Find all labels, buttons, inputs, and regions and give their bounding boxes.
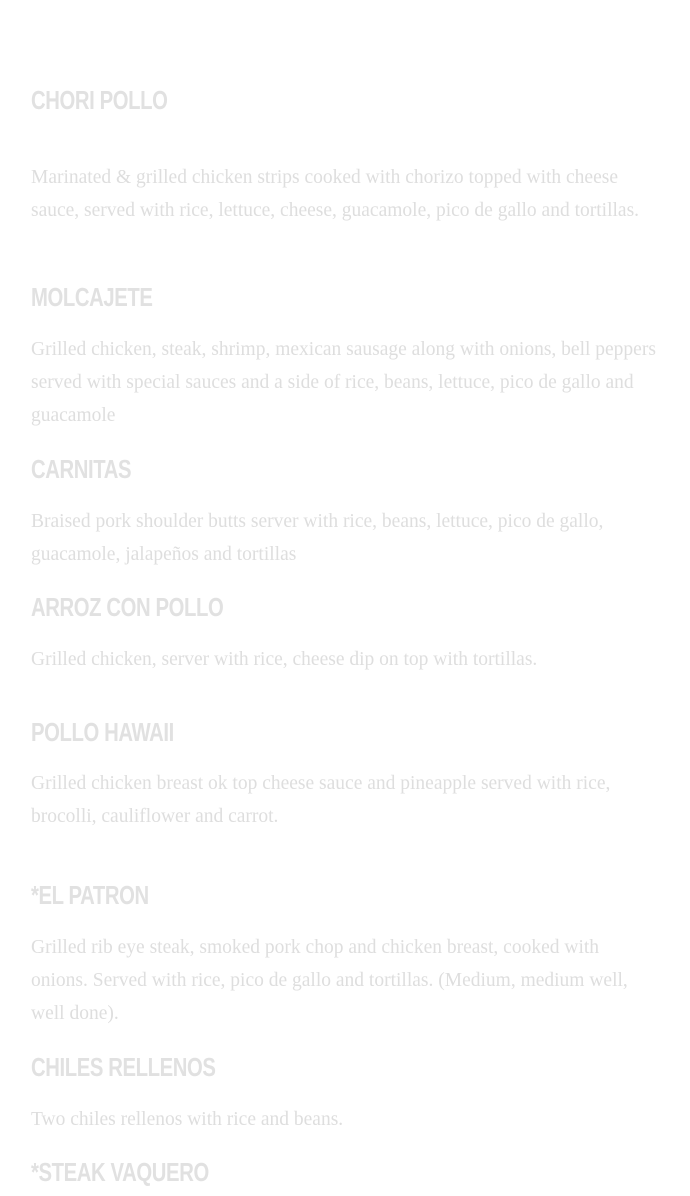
menu-item [31,85,206,115]
menu-item-description-wrap [31,1103,659,1136]
menu-item-name: CARNITAS [31,454,132,484]
menu-item [31,717,214,747]
menu-item [31,592,278,622]
menu-item-name: CHILES RELLENOS [31,1052,216,1082]
menu-item [31,282,187,312]
menu-item-description: Grilled chicken, server with rice, cheese dip on top with tortillas. [31,649,538,670]
menu-item [31,1157,259,1187]
menu-item-name: MOLCAJETE [31,282,153,312]
menu-item-description: Grilled rib eye steak, smoked pork chop and chicken breast, cooked with onions. Served with rice, pico de gallo and tortillas. (Medium, medium well, well done). [31,937,628,1024]
menu-item-description-wrap [31,643,659,676]
menu-item-name: POLLO HAWAII [31,717,174,747]
menu-item [31,880,182,910]
menu-item-description: Grilled chicken breast ok top cheese sauce and pineapple served with rice, brocolli, cauliflower and carrot. [31,773,611,827]
menu-item-name: CHORI POLLO [31,85,168,115]
menu-item-description-wrap [31,767,659,833]
menu-item-description: Two chiles rellenos with rice and beans. [31,1109,344,1130]
menu-item-description-wrap [31,161,659,227]
menu-item [31,1052,268,1082]
menu-item-name: *STEAK VAQUERO [31,1157,209,1187]
menu-item-description: Marinated & grilled chicken strips cooked with chorizo topped with cheese sauce, served with rice, lettuce, cheese, guacamole, pico de gallo and tortillas. [31,167,640,221]
menu-item-name: *EL PATRON [31,880,149,910]
menu-item-name: ARROZ CON POLLO [31,592,224,622]
menu-item-description: Braised pork shoulder butts server with rice, beans, lettuce, pico de gallo, guacamole, jalapeños and tortillas [31,511,604,565]
menu-item [31,454,159,484]
menu-item-description-wrap [31,333,659,432]
menu-item-description: Grilled chicken, steak, shrimp, mexican sausage along with onions, bell peppers served with special sauces and a side of rice, beans, lettuce, pico de gallo and guacamole [31,339,656,426]
menu-item-description-wrap [31,505,659,571]
menu-item-description-wrap [31,931,659,1030]
